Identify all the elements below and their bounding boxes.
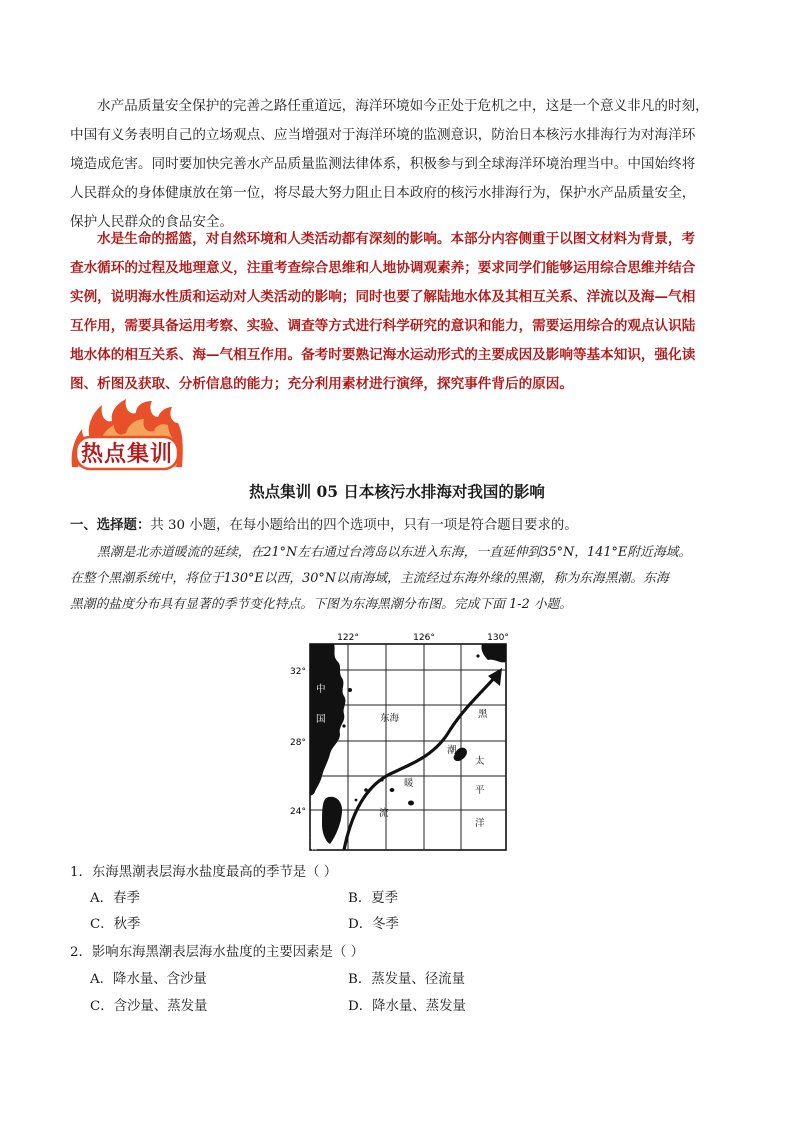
text-line: 地水体的相互关系、海—气相互作用。备考时要熟记海水运动形式的主要成因及影响等基本知识，强化读: [70, 347, 696, 363]
label-china: 国: [316, 714, 326, 725]
text-line: 中国有义务表明自己的立场观点、应当增强对于海洋环境的监测意识，防治日本核污水排海行为对海洋环: [70, 127, 696, 143]
question-2-option-d[interactable]: D．降水量、蒸发量: [348, 999, 466, 1014]
label-warm-current: 暖: [404, 778, 414, 789]
text-line: 水产品质量安全保护的完善之路任重道远，海洋环境如今正处于危机之中，这是一个意义非凡的时刻，: [97, 98, 709, 114]
question-1-option-b[interactable]: B．夏季: [348, 891, 399, 906]
question-2-option-c[interactable]: C．含沙量、蒸发量: [90, 999, 208, 1014]
section-heading-label: 一、选择题：: [70, 517, 151, 533]
question-1-stem: 1．东海黑潮表层海水盐度最高的季节是（ ）: [70, 865, 338, 880]
intro-paragraph: [70, 92, 726, 237]
east-china-sea-kuroshio-map: [286, 630, 526, 852]
label-kuroshio: 潮: [447, 745, 457, 756]
question-1-option-a[interactable]: A．春季: [90, 891, 140, 906]
island: [342, 724, 345, 727]
text-line: 图、析图及获取、分析信息的能力；充分利用素材进行演绎，探究事件背后的原因。: [70, 376, 573, 392]
text-line: 黑潮的盐度分布具有显著的季节变化特点。下图为东海黑潮分布图。完成下面 1-2 小题。: [70, 597, 573, 612]
question-2-option-a[interactable]: A．降水量、含沙量: [90, 972, 207, 987]
lon-label: 126°: [413, 633, 435, 643]
label-pacific: 太: [475, 756, 485, 767]
text-line: 境造成危害。同时要加快完善水产品质量监测法律体系，积极参与到全球海洋环境治理当中。中国始终将: [70, 156, 696, 172]
island: [476, 654, 479, 657]
section-heading-instructions: 共 30 小题，在每小题给出的四个选项中，只有一项是符合题目要求的。: [150, 518, 578, 533]
lat-label: 24°: [290, 807, 306, 817]
text-line: 水是生命的摇篮，对自然环境和人类活动都有深刻的影响。本部分内容侧重于以图文材料为背景，考: [97, 231, 696, 247]
question-1-option-d[interactable]: D．冬季: [348, 917, 399, 932]
text-line: 互作用，需要具备运用考察、实验、调查等方式进行科学研究的意识和能力，需要运用综合的观点认识陆: [70, 318, 696, 334]
question-2-option-b[interactable]: B．蒸发量、径流量: [348, 972, 465, 987]
label-china: 中: [316, 684, 326, 695]
label-pacific: 平: [475, 785, 485, 796]
text-line: 人民群众的身体健康放在第一位，将尽最大努力阻止日本政府的核污水排海行为，保护水产品质量安全，: [70, 185, 696, 201]
lon-label: 122°: [337, 633, 359, 643]
island: [348, 688, 352, 692]
label-east-sea: 东海: [380, 713, 400, 724]
text-line: 保护人民群众的食品安全。: [70, 214, 234, 230]
label-warm-current: 流: [379, 808, 389, 819]
label-kuroshio: 黑: [478, 709, 488, 720]
hotspot-badge: [68, 397, 186, 473]
question-2-stem: 2．影响东海黑潮表层海水盐度的主要因素是（ ）: [70, 945, 364, 960]
focus-paragraph: [70, 225, 726, 399]
island: [408, 801, 414, 806]
lon-label: 130°: [487, 633, 509, 643]
badge-text: 热点集训: [80, 441, 174, 467]
lat-label: 28°: [290, 738, 306, 748]
label-taiwan: 台湾省: [309, 828, 319, 851]
island: [390, 788, 395, 792]
section-heading: [70, 514, 578, 533]
text-line: 实例，说明海水性质和运动对人类活动的影响；同时也要了解陆地水体及其相互关系、洋流以及海—气相: [70, 289, 696, 305]
question-context: [70, 540, 730, 618]
text-line: 在整个黑潮系统中，将位于130°E以西，30°N以南海域，主流经过东海外缘的黑潮，称为东海黑潮。东海: [70, 571, 669, 586]
lat-label: 32°: [290, 667, 306, 677]
question-1-option-c[interactable]: C．秋季: [90, 917, 141, 932]
text-line: 黑潮是北赤道暖流的延续，在21°N左右通过台湾岛以东进入东海，一直延伸到35°N，141°E附近海域。: [97, 545, 692, 560]
island: [355, 799, 358, 802]
label-pacific: 洋: [475, 818, 485, 829]
text-line: 查水循环的过程及地理意义，注重考查综合思维和人地协调观素养；要求同学们能够运用综合思维并结合: [70, 260, 696, 276]
page-title: 热点集训 05 日本核污水排海对我国的影响: [249, 482, 545, 501]
